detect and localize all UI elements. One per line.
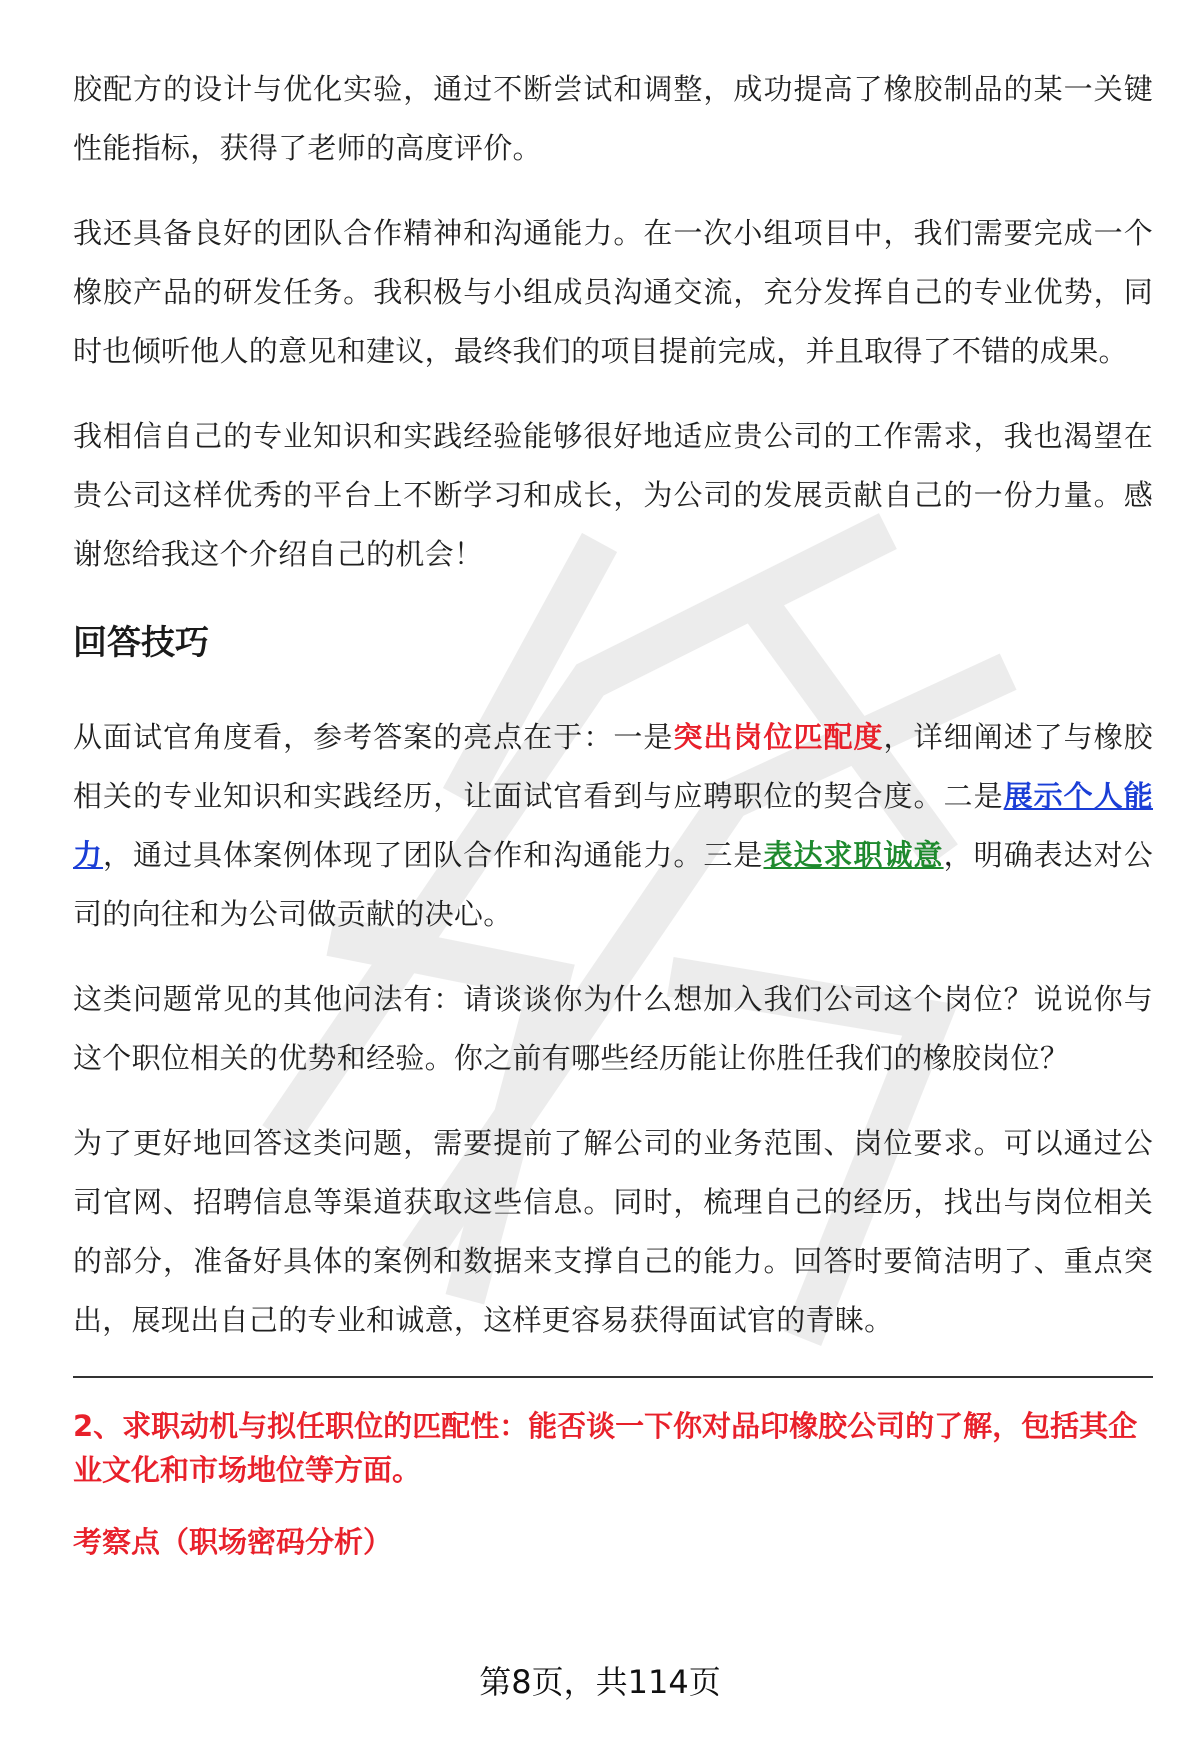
tips-text: ，明确表达对公司的向往和为公司做贡献的决心。	[73, 838, 1153, 931]
paragraph: 胶配方的设计与优化实验，通过不断尝试和调整，成功提高了橡胶制品的某一关键性能指标，获得了老师的高度评价。	[73, 72, 1153, 165]
main-content	[73, 60, 1153, 1564]
paragraph: 我还具备良好的团队合作精神和沟通能力。在一次小组项目中，我们需要完成一个橡胶产品的研发任务。我积极与小组成员沟通交流，充分发挥自己的专业优势，同时也倾听他人的意见和建议，最终我们的项目提前完成，并且取得了不错的成果。	[73, 216, 1153, 368]
question-subtitle: 考察点（职场密码分析）	[73, 1525, 393, 1559]
tips-text: ，通过具体案例体现了团队合作和沟通能力。三是	[103, 838, 764, 872]
tips-text: ，详细阐述了与橡胶相关的专业知识和实践经历，让面试官看到与应聘职位的契合度。二是	[73, 720, 1153, 813]
question-title: 2、求职动机与拟任职位的匹配性：能否谈一下你对品印橡胶公司的了解，包括其企业文化和市场地位等方面。	[73, 1409, 1138, 1487]
tips-paragraph	[73, 708, 1153, 944]
paragraph: 为了更好地回答这类问题，需要提前了解公司的业务范围、岗位要求。可以通过公司官网、招聘信息等渠道获取这些信息。同时，梳理自己的经历，找出与岗位相关的部分，准备好具体的案例和数据来支撑自己的能力。回答时要简洁明了、重点突出，展现出自己的专业和诚意，这样更容易获得面试官的青睐。	[73, 1126, 1153, 1337]
highlight-job-sincerity[interactable]: 表达求职诚意	[763, 838, 944, 872]
paragraph: 这类问题常见的其他问法有：请谈谈你为什么想加入我们公司这个岗位？说说你与这个职位相关的优势和经验。你之前有哪些经历能让你胜任我们的橡胶岗位？	[73, 982, 1153, 1075]
tips-text: 从面试官角度看，参考答案的亮点在于：一是	[73, 720, 674, 754]
highlight-position-match: 突出岗位匹配度	[673, 720, 884, 754]
page-footer: 第8页，共114页	[479, 1663, 721, 1701]
section-heading: 回答技巧	[73, 623, 209, 663]
highlight-personal-ability[interactable]: 展示个人能力	[73, 779, 1153, 872]
section-divider	[73, 1376, 1153, 1378]
paragraph: 我相信自己的专业知识和实践经验能够很好地适应贵公司的工作需求，我也渴望在贵公司这样优秀的平台上不断学习和成长，为公司的发展贡献自己的一份力量。感谢您给我这个介绍自己的机会！	[73, 419, 1153, 571]
